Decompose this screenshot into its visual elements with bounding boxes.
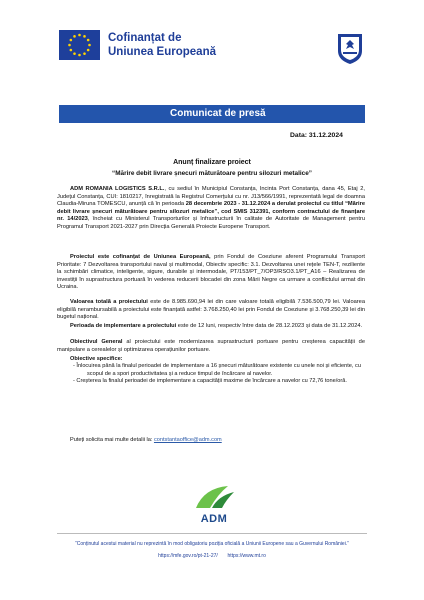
period-paragraph [57,323,365,331]
value-bold: Valoarea totală a proiectului [70,299,148,305]
cofinancing-paragraph [57,254,365,292]
title-line1: Cofinanțat de [108,32,182,44]
value-paragraph [57,299,365,322]
objective-item-2: - Creșterea la finalul perioadei de implementare a capacității maxime de încărcare a navelor cu 72,76 tone/oră. [73,378,347,385]
eu-star-icon [87,49,90,52]
footer-divider [57,533,367,534]
eu-star-icon [83,35,86,38]
eu-star-icon [73,35,76,38]
contact-text: Puteți solicita mai multe detalii la: [70,437,154,443]
cofinancing-bold: Proiectul este cofinanțat de Uniunea Europeană, [70,254,211,260]
eu-cofinanced-title [108,31,216,59]
general-objective-bold: Obiectivul General [70,339,123,345]
contact-line [57,437,378,444]
eu-star-icon [73,52,76,55]
specific-objectives [57,356,365,386]
intro-text-b: , încheiat cu Ministerul Transporturilor și Infrastructurii în calitate de Autoritate de Management pentru Programul Transport 2021-2027 prin Direcția Generală Proiecte Europene Transport. [57,216,365,230]
adm-leaf-logo-icon [190,484,238,510]
romanian-government-seal-icon [335,31,365,65]
footer-link-mfe[interactable]: https://mfe.gov.ro/pt-21-27/ [158,553,218,559]
intro-text-a: , cu sediul în Municipiul Constanța, Incinta Port Constanța, dana 45, Etaj 2, Județul Constanța, CUI: 1810217, înregistrată la Registrul Comerțului cu nr. J13/566/1991, reprezentată legal de doamna Claudia-Miruna TOMESCU, anunță că în perioada [57,186,365,207]
project-title: “Mărire debit livrare șnecuri măturătoare pentru silozuri metalice” [112,170,312,177]
intro-paragraph [57,186,365,231]
period-bold: Perioada de implementare a proiectului [70,323,177,329]
eu-star-icon [70,49,73,52]
date-label: Data: 31.12.2024 [290,132,343,139]
footer-links [0,553,424,559]
banner-label: Comunicat de presă [170,108,266,119]
specific-objectives-heading: Obiective specifice: [70,356,123,362]
objective-item-1: - Înlocuirea până la finalul perioadei de implementare a 16 șnecuri măturătoare existente cu unele noi și eficiente, cu scopul de a spori productivitatea și a reduce timpul de încărcare al navelor. [73,363,361,377]
footer-link-mt[interactable]: https://www.mt.ro [227,553,266,559]
eu-star-icon [87,39,90,42]
document-heading: Anunț finalizare proiect [173,159,251,166]
footer-disclaimer: “Conținutul acestui material nu reprezintă în mod obligatoriu poziția oficială a Uniunii Europene sau a Guvernului României.” [75,541,349,547]
cofinancing-text: prin Fondul de Coeziune aferent Programului Transport Prioritate: 7 Dezvoltarea transportului naval și multimodal, Obiectiv specific: 3.1. Dezvoltarea unei rețele TEN-T, reziliente la schimbări climatice, inteligente, sigure, durabile și intermodale, PT/153/PT_7/OP3/RSO3.1/PT_A16 – Realizarea de investiții în suprastructura portuară în vederea reducerii blocadei din zona Mării Negre ca urmare a conflictului armat din Ucraina. [57,254,365,290]
project-period-title: 28 decembrie 2023 - 31.12.2024 a derulat proiectul cu titlul “Mărire debit livrare șnecuri măturătoare pentru silozuri metalice”, cod SMIS 312391, conform contractului de finanțare nr. 14/2023 [57,201,365,222]
eu-star-icon [78,54,81,57]
value-text: este de 8.985.690,94 lei din care valoare totală eligibilă 7.536.500,79 lei. Valoarea eligibilă nerambursabilă a proiectului este finanțată astfel: 3.768.250,40 lei prin Fondul de Coeziune și 3.768.250,39 lei din bugetul național. [57,299,365,320]
general-objective-text: al proiectului este modernizarea suprastructurii portuare pentru creșterea capacității de manipulare a cerealelor și optimizarea operațiunilor portuare. [57,339,366,353]
title-line2: Uniunea Europeană [108,46,216,58]
eu-star-icon [70,39,73,42]
eu-star-icon [88,44,91,47]
general-objective-paragraph [57,339,365,354]
contact-email-link[interactable]: contstantaoffice@adm.com [153,437,222,443]
eu-star-icon [83,52,86,55]
eu-flag-logo [59,30,100,60]
eu-star-icon [78,34,81,37]
adm-logo-text: ADM [200,513,228,525]
eu-star-icon [68,44,71,47]
period-text: este de 12 luni, respectiv între data de 28.12.2023 și data de 31.12.2024. [176,323,363,329]
company-name: ADM ROMANIA LOGISTICS S.R.L. [70,186,165,192]
